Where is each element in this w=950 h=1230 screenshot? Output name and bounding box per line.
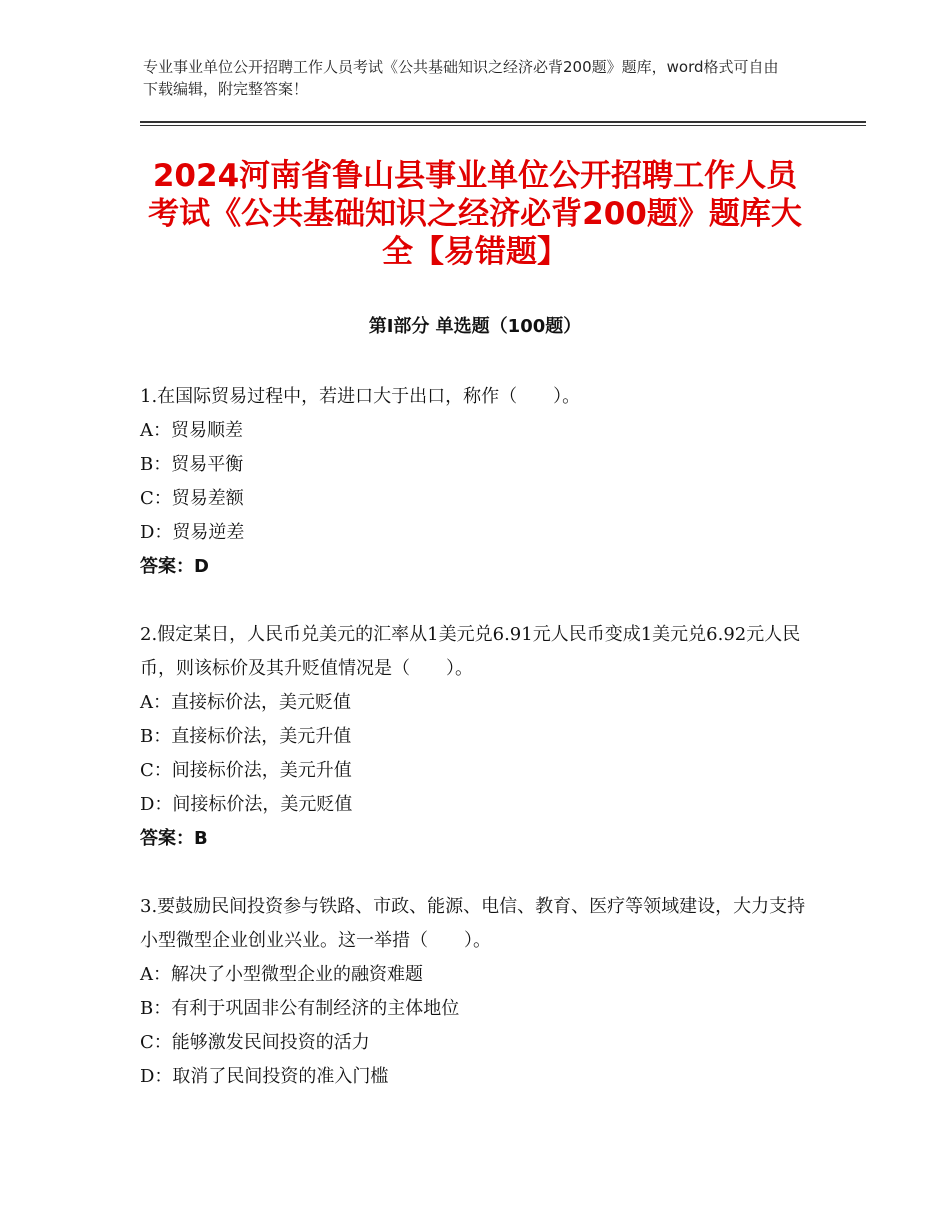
option-a: A：解决了小型微型企业的融资难题 bbox=[140, 964, 423, 985]
option-b: B：贸易平衡 bbox=[140, 454, 244, 475]
header-divider bbox=[140, 121, 866, 123]
option-b: B：有利于巩固非公有制经济的主体地位 bbox=[140, 998, 460, 1019]
option-d: D：取消了民间投资的准入门槛 bbox=[140, 1066, 389, 1087]
question-stem: 2.假定某日，人民币兑美元的汇率从1美元兑6.91元人民币变成1美元兑6.92元人民币，则该标价及其升贬值情况是（ ）。 bbox=[140, 624, 801, 679]
option-a: A：直接标价法，美元贬值 bbox=[140, 692, 351, 713]
option-d: D：间接标价法，美元贬值 bbox=[140, 794, 353, 815]
document-title: 2024河南省鲁山县事业单位公开招聘工作人员考试《公共基础知识之经济必背200题》题库大全【易错题】 bbox=[148, 158, 802, 270]
section-title: 第Ⅰ部分 单选题（100题） bbox=[368, 316, 582, 337]
header-divider-thin bbox=[140, 125, 866, 126]
option-c: C：能够激发民间投资的活力 bbox=[140, 1032, 370, 1053]
option-a: A：贸易顺差 bbox=[140, 420, 243, 441]
option-c: C：间接标价法，美元升值 bbox=[140, 760, 352, 781]
question-list bbox=[140, 380, 810, 1128]
question-stem: 1.在国际贸易过程中，若进口大于出口，称作（ ）。 bbox=[140, 386, 581, 407]
question-2 bbox=[140, 618, 810, 856]
option-b: B：直接标价法，美元升值 bbox=[140, 726, 352, 747]
question-3 bbox=[140, 890, 810, 1094]
question-stem: 3.要鼓励民间投资参与铁路、市政、能源、电信、教育、医疗等领域建设，大力支持小型微型企业创业兴业。这一举措（ ）。 bbox=[140, 896, 806, 951]
answer: 答案：D bbox=[140, 556, 209, 577]
header-note: 专业事业单位公开招聘工作人员考试《公共基础知识之经济必背200题》题库，word格式可自由下载编辑，附完整答案！ bbox=[143, 58, 779, 98]
option-c: C：贸易差额 bbox=[140, 488, 244, 509]
answer: 答案：B bbox=[140, 828, 208, 849]
question-1 bbox=[140, 380, 810, 584]
option-d: D：贸易逆差 bbox=[140, 522, 245, 543]
